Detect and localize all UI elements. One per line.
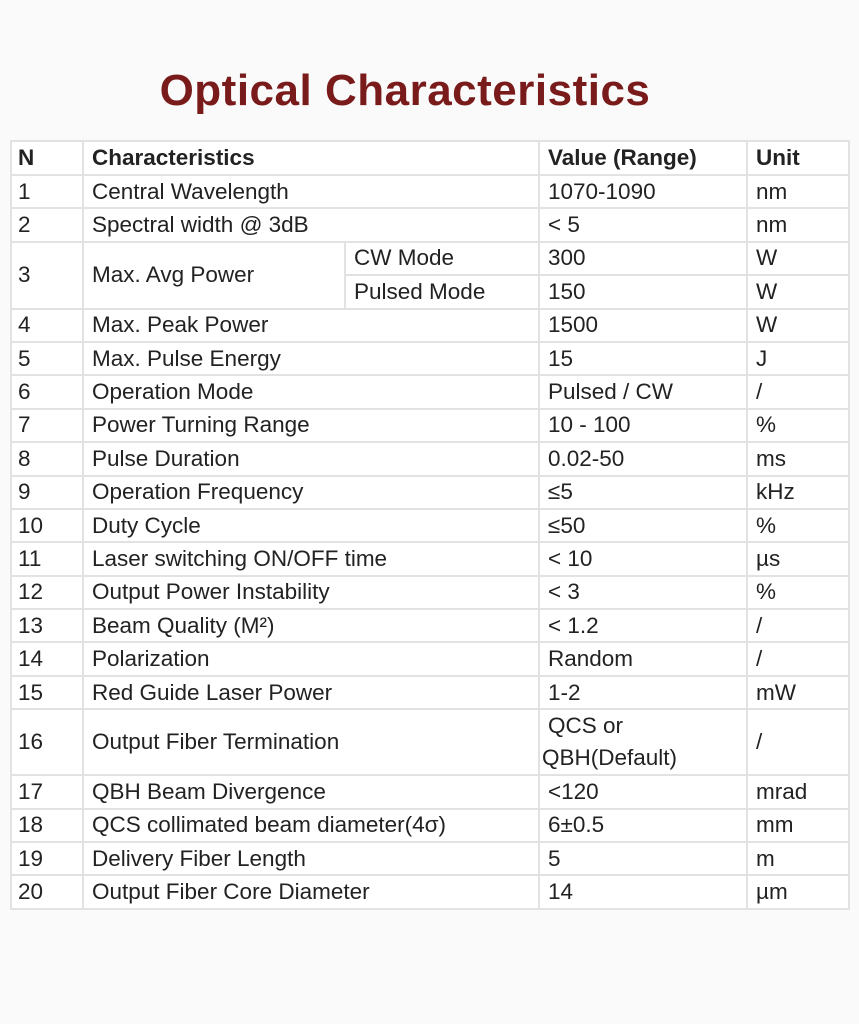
table-row: [11, 509, 849, 542]
row-unit: %: [747, 509, 849, 542]
row-number: 14: [11, 642, 83, 675]
row-mode: CW Mode: [345, 242, 539, 275]
table-row: [11, 175, 849, 208]
row-number: 15: [11, 676, 83, 709]
row-characteristic: Laser switching ON/OFF time: [83, 542, 539, 575]
row-characteristic: QBH Beam Divergence: [83, 775, 539, 808]
row-unit: m: [747, 842, 849, 875]
header-unit: Unit: [747, 141, 849, 175]
row-number: 2: [11, 208, 83, 241]
row-unit: /: [747, 609, 849, 642]
row-characteristic: Output Fiber Termination: [83, 709, 539, 775]
table-row: [11, 542, 849, 575]
row-number: 20: [11, 875, 83, 908]
table-row: [11, 875, 849, 908]
table-header-row: [11, 141, 849, 175]
optical-characteristics-table: [10, 140, 850, 910]
row-characteristic: Spectral width @ 3dB: [83, 208, 539, 241]
header-characteristics: Characteristics: [83, 141, 539, 175]
row-unit: mm: [747, 809, 849, 842]
row-value: 10 - 100: [539, 409, 747, 442]
row-characteristic: Max. Pulse Energy: [83, 342, 539, 375]
row-number: 5: [11, 342, 83, 375]
row-characteristic: Operation Frequency: [83, 476, 539, 509]
row-characteristic: QCS collimated beam diameter(4σ): [83, 809, 539, 842]
row-characteristic: Central Wavelength: [83, 175, 539, 208]
row-value: < 1.2: [539, 609, 747, 642]
row-value-line2: QBH(Default): [542, 745, 678, 771]
table-row: [11, 309, 849, 342]
table-row: [11, 242, 849, 275]
row-unit: µs: [747, 542, 849, 575]
row-value: 6±0.5: [539, 809, 747, 842]
row-number: 11: [11, 542, 83, 575]
table-row: [11, 642, 849, 675]
row-number: 16: [11, 709, 83, 775]
table-row: [11, 842, 849, 875]
row-number: 19: [11, 842, 83, 875]
header-n: N: [11, 141, 83, 175]
row-characteristic: Max. Avg Power: [83, 242, 345, 309]
table-row: [11, 775, 849, 808]
row-unit: mW: [747, 676, 849, 709]
row-unit: /: [747, 642, 849, 675]
table-row: [11, 375, 849, 408]
row-unit: mrad: [747, 775, 849, 808]
row-number: 12: [11, 576, 83, 609]
row-number: 1: [11, 175, 83, 208]
row-unit: nm: [747, 175, 849, 208]
row-value: 1500: [539, 309, 747, 342]
row-characteristic: Beam Quality (M²): [83, 609, 539, 642]
row-number: 8: [11, 442, 83, 475]
row-characteristic: Polarization: [83, 642, 539, 675]
row-value: < 5: [539, 208, 747, 241]
table-row: [11, 676, 849, 709]
row-value: 150: [539, 275, 747, 308]
row-value: 14: [539, 875, 747, 908]
row-value: 1070-1090: [539, 175, 747, 208]
row-unit: J: [747, 342, 849, 375]
row-characteristic: Operation Mode: [83, 375, 539, 408]
row-value: 300: [539, 242, 747, 275]
row-number: 18: [11, 809, 83, 842]
table-row: [11, 442, 849, 475]
row-number: 4: [11, 309, 83, 342]
table-row: [11, 476, 849, 509]
row-value: < 3: [539, 576, 747, 609]
row-mode: Pulsed Mode: [345, 275, 539, 308]
table-row: [11, 342, 849, 375]
row-value: <120: [539, 775, 747, 808]
row-unit: kHz: [747, 476, 849, 509]
row-characteristic: Output Power Instability: [83, 576, 539, 609]
row-value: 15: [539, 342, 747, 375]
row-number: 13: [11, 609, 83, 642]
table-row: [11, 576, 849, 609]
row-unit: µm: [747, 875, 849, 908]
row-value: [539, 709, 747, 775]
row-number: 17: [11, 775, 83, 808]
row-characteristic: Red Guide Laser Power: [83, 676, 539, 709]
row-value: Pulsed / CW: [539, 375, 747, 408]
row-unit: /: [747, 375, 849, 408]
row-unit: nm: [747, 208, 849, 241]
row-characteristic: Output Fiber Core Diameter: [83, 875, 539, 908]
row-unit: ms: [747, 442, 849, 475]
row-value: < 10: [539, 542, 747, 575]
row-unit: /: [747, 709, 849, 775]
row-value-line1: QCS or: [548, 713, 624, 739]
row-number: 6: [11, 375, 83, 408]
row-characteristic: Duty Cycle: [83, 509, 539, 542]
row-unit: W: [747, 275, 849, 308]
table-row: [11, 409, 849, 442]
row-unit: W: [747, 309, 849, 342]
row-characteristic: Pulse Duration: [83, 442, 539, 475]
row-value: 1-2: [539, 676, 747, 709]
row-value: ≤5: [539, 476, 747, 509]
row-characteristic: Max. Peak Power: [83, 309, 539, 342]
row-unit: %: [747, 576, 849, 609]
row-number: 10: [11, 509, 83, 542]
page-title: Optical Characteristics: [159, 66, 651, 115]
row-characteristic: Power Turning Range: [83, 409, 539, 442]
table-row: [11, 208, 849, 241]
row-number: 7: [11, 409, 83, 442]
table-row: [11, 809, 849, 842]
row-unit: %: [747, 409, 849, 442]
table-row: [11, 609, 849, 642]
header-value: Value (Range): [539, 141, 747, 175]
row-value: 0.02-50: [539, 442, 747, 475]
table-row: [11, 709, 849, 775]
row-value: ≤50: [539, 509, 747, 542]
row-number: 3: [11, 242, 83, 309]
row-characteristic: Delivery Fiber Length: [83, 842, 539, 875]
row-number: 9: [11, 476, 83, 509]
row-value: Random: [539, 642, 747, 675]
row-value: 5: [539, 842, 747, 875]
row-unit: W: [747, 242, 849, 275]
